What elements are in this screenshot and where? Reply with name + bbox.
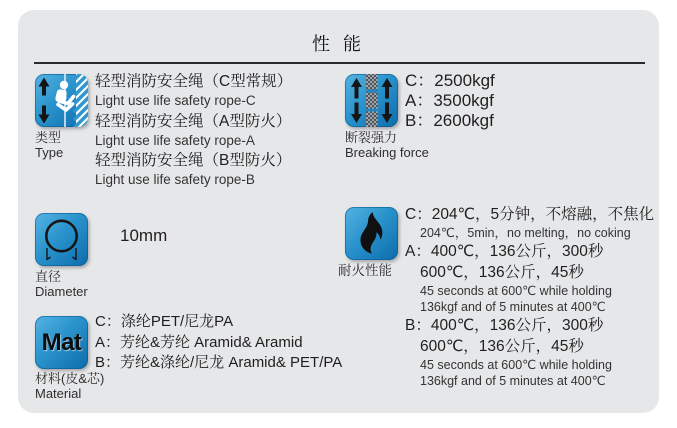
type-line-pair [95, 150, 360, 190]
type-line-en: Light use life safety rope-C [95, 93, 256, 108]
type-line-zh: 轻型消防安全绳（C型常规） [95, 73, 293, 90]
material-label-zh: 材料(皮&芯) [35, 371, 105, 386]
diameter-label-zh: 直径 [35, 269, 62, 284]
breaking-force-label-en: Breaking force [345, 145, 429, 160]
title-divider [34, 62, 645, 64]
performance-panel [18, 10, 659, 413]
material-caption [35, 371, 104, 401]
fire-resistance-lines [405, 204, 677, 389]
fire-resistance-label-zh: 耐火性能 [338, 263, 392, 278]
fire-resistance-line: 45 seconds at 600℃ while holding [420, 358, 612, 372]
fire-resistance-line: 45 seconds at 600℃ while holding [420, 284, 612, 298]
breaking-force-value: B：2600kgf [405, 111, 494, 130]
type-line-pair [95, 111, 360, 151]
breaking-force-label-zh: 断裂强力 [345, 130, 398, 145]
diameter-caption [35, 269, 88, 299]
material-value: B：芳纶&涤纶/尼龙 Aramid& PET/PA [95, 354, 343, 371]
breaking-force-caption [345, 130, 429, 160]
type-lines [95, 71, 360, 190]
type-line-zh: 轻型消防安全绳（B型防火） [95, 152, 292, 169]
type-line-en: Light use life safety rope-B [95, 172, 255, 187]
rope-tension-arrows-icon [345, 74, 398, 127]
fire-resistance-line: C：204℃，5分钟，不熔融，不焦化 [405, 206, 655, 223]
page-title: 性 能 [311, 34, 365, 54]
fire-resistance-line: 600℃，136公斤，45秒 [420, 264, 584, 281]
type-line-en: Light use life safety rope-A [95, 132, 255, 148]
flame-icon [345, 207, 398, 260]
fire-resistance-line: 136kgf and of 5 minutes at 400℃ [420, 300, 606, 314]
type-line-pair [95, 71, 360, 111]
type-label-en: Type [35, 145, 64, 160]
breaking-force-value: C：2500kgf [405, 71, 495, 90]
material-value: A：芳纶&芳纶 Aramid& Aramid [95, 333, 303, 351]
fire-resistance-line: 136kgf and of 5 minutes at 400℃ [420, 374, 606, 388]
type-line-zh: 轻型消防安全绳（A型防火） [95, 112, 292, 130]
type-caption [35, 130, 63, 160]
material-value: C：涤纶PET/尼龙PA [95, 313, 234, 330]
fire-resistance-line: A：400℃，136公斤，300秒 [405, 243, 604, 260]
diameter-label-en: Diameter [35, 284, 88, 299]
diameter-value: 10mm [120, 226, 168, 245]
rappel-person-icon [35, 74, 88, 127]
breaking-force-value: A：3500kgf [405, 91, 494, 110]
material-label-en: Material [35, 386, 82, 401]
fire-resistance-line: 204℃，5min，no melting，no coking [420, 226, 631, 240]
circle-diameter-icon [35, 213, 88, 266]
fire-resistance-line: B：400℃，136公斤，300秒 [405, 317, 604, 334]
mat-label-icon [35, 316, 88, 369]
breaking-force-values [405, 71, 495, 131]
material-values [95, 312, 375, 374]
fire-resistance-caption [338, 263, 392, 278]
mat-icon-text: Mat [41, 328, 82, 356]
fire-resistance-line: 600℃，136公斤，45秒 [420, 338, 584, 355]
type-label-zh: 类型 [35, 130, 62, 145]
